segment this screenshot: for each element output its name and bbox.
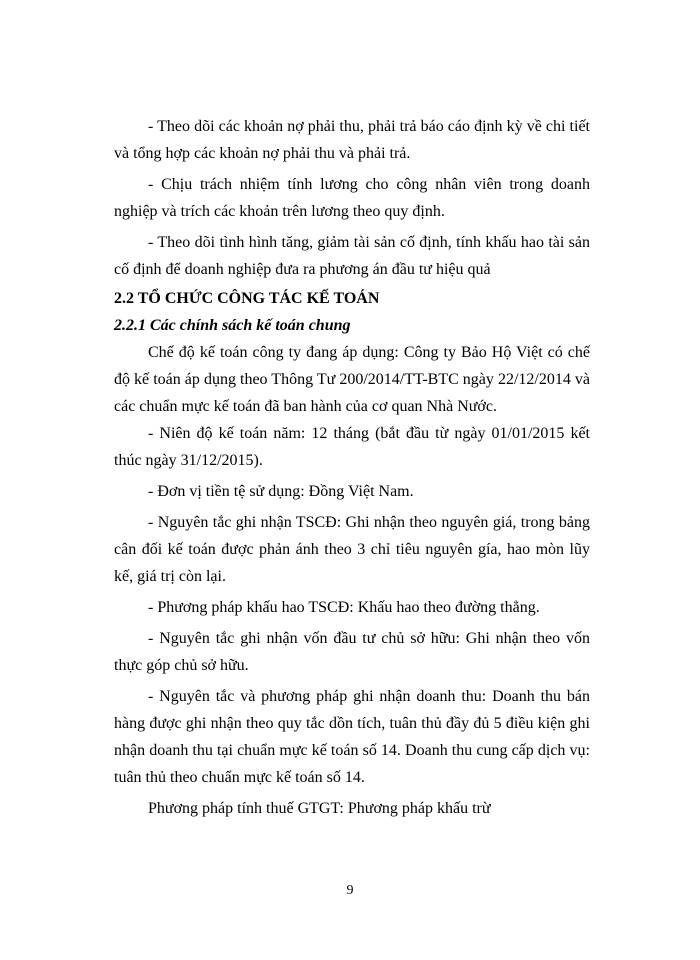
paragraph-receivables: - Theo dõi các khoản nợ phải thu, phải trả báo cáo định kỳ về chi tiết và tổng hợp các khoản nợ phải thu và phải trả. <box>114 118 590 162</box>
paragraph-fiscal-year: - Niên độ kế toán năm: 12 tháng (bắt đầu từ ngày 01/01/2015 kết thúc ngày 31/12/2015). <box>114 425 590 469</box>
paragraph-vat: Phương pháp tính thuế GTGT: Phương pháp khấu trừ <box>148 800 491 817</box>
page-content <box>114 113 590 822</box>
section-heading: 2.2 TỔ CHỨC CÔNG TÁC KẾ TOÁN <box>114 290 380 307</box>
paragraph-equity: - Nguyên tắc ghi nhận vốn đầu tư chủ sở hữu: Ghi nhận theo vốn thực góp chủ sở hữu. <box>114 630 590 674</box>
paragraph-currency: - Đơn vị tiền tệ sử dụng: Đồng Việt Nam. <box>148 483 414 500</box>
subsection-heading: 2.2.1 Các chính sách kế toán chung <box>114 317 351 334</box>
paragraph-depreciation: - Phương pháp khấu hao TSCĐ: Khấu hao theo đường thẳng. <box>148 599 540 616</box>
page-number: 9 <box>346 883 354 898</box>
paragraph-tscd-recognition: - Nguyên tắc ghi nhận TSCĐ: Ghi nhận theo nguyên giá, trong bảng cân đối kế toán được phản ánh theo 3 chỉ tiêu nguyên gía, hao mòn lũy kế, giá trị còn lại. <box>114 514 590 585</box>
paragraph-revenue: - Nguyên tắc và phương pháp ghi nhận doanh thu: Doanh thu bán hàng được ghi nhận theo quy tắc dồn tích, tuân thủ đầy đủ 5 điều kiện ghi nhận doanh thu tại chuẩn mực kế toán số 14. Doanh thu cung cấp dịch vụ: tuân thủ theo chuẩn mực kế toán số 14. <box>114 688 590 786</box>
paragraph-accounting-regime: Chế độ kế toán công ty đang áp dụng: Công ty Bảo Hộ Việt có chế độ kế toán áp dụng theo Thông Tư 200/2014/TT-BTC ngày 22/12/2014 và các chuẩn mực kế toán đã ban hành của cơ quan Nhà Nước. <box>114 344 590 415</box>
paragraph-payroll: - Chịu trách nhiệm tính lương cho công nhân viên trong doanh nghiệp và trích các khoản trên lương theo quy định. <box>114 176 590 220</box>
paragraph-fixed-assets: - Theo dõi tình hình tăng, giảm tài sản cố định, tính khấu hao tài sản cố định để doanh nghiệp đưa ra phương án đầu tư hiệu quả <box>114 234 590 278</box>
